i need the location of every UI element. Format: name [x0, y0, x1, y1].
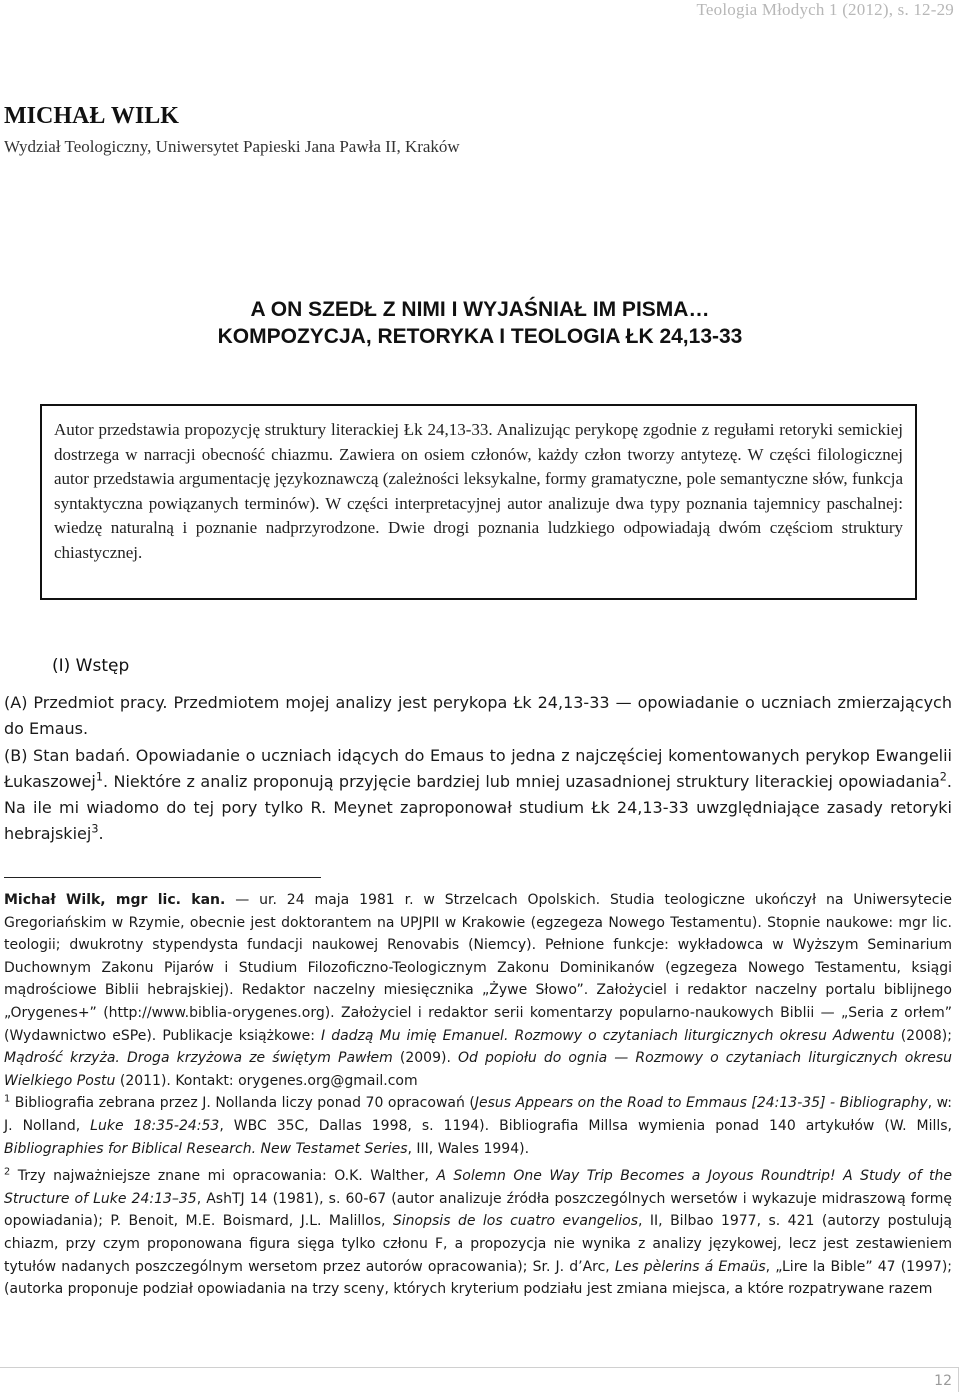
author-affiliation: Wydział Teologiczny, Uniwersytet Papieski Jana Pawła II, Kraków: [4, 137, 460, 156]
bio-name: Michał Wilk, mgr lic. kan.: [4, 892, 226, 908]
footnote-text: , AshTJ 14 (1981), s. 60-67 (autor analizuje źródła poszczególnych wersetów i wykazuje midraszową formę opowiadania); P. Benoit, M.E. Boismard, J.L. Malillos,: [4, 1190, 952, 1230]
footnote-1: [4, 1092, 952, 1160]
footnote-2: [4, 1165, 952, 1301]
paragraph-label: (B) Stan badań.: [4, 745, 131, 765]
footnote-number: 1: [4, 1093, 11, 1105]
article-subtitle: KOMPOZYCJA, RETORYKA I TEOLOGIA ŁK 24,13-33: [217, 325, 743, 348]
bio-book-title: Od popiołu do ognia — Rozmowy o czytaniach liturgicznych okresu Wielkiego Postu: [4, 1050, 952, 1089]
footnote-ref-1[interactable]: 1: [95, 770, 103, 784]
abstract-text: Autor przedstawia propozycję struktury literackiej Łk 24,13-33. Analizując perykopę zgodnie z regułami retoryki semickiej dostrzega w narracji obecność chiazmu. Zawiera on osiem członów, każdy człon tworzy antytezę. W części filologicznej autor przedstawia argumentację językoznawczą (zależności leksykalne, formy gramatyczne, pole semantyczne słów, funkcja syntaktyczna powiązanych terminów). W części interpretacyjnej autor analizuje dwa typy poznania tajemnicy paschalnej: wiedzę naturalną i poznanie nadprzyrodzone. Dwie drogi poznania ludzkiego odpowiadają dwóm częściom struktury chiastycznej.: [54, 420, 903, 562]
bio-text: — ur. 24 maja 1981 r. w Strzelcach Opolskich. Studia teologiczne ukończył na Uniwersytecie Gregoriańskim w Rzymie, obecnie jest doktorantem na UPJPII w Krakowie (egzegeza Nowego Testamentu). Stopnie naukowe: mgr lic. teologii; dwukrotny stypendysta fundacji naukowej Renovabis (Niemcy). Pełnione funkcje: wykładowca w Wyższym Seminarium Duchownym Zakonu Pijarów i Studium Filozoficzno-Teologicznym Zakonu Dominikanów (egzegeza Nowego Testamentu, ksiągi mądrościowe Biblii hebrajskiej). Redaktor naczelny miesięcznika „Żywe Słowo”. Założyciel i redaktor naczelny portalu biblijnego „Orygenes+” (http://www.biblia-orygenes.org). Założyciel i redaktor serii komentarzy popularno-naukowych Biblii — „Seria z orłem” (Wydawnictwo eSPe). Publikacje książkowe:: [4, 892, 953, 1044]
citation-title: Sinopsis de los cuatro evangelios: [392, 1213, 639, 1230]
paragraph-subject: [4, 690, 952, 743]
abstract-box: [40, 404, 917, 600]
citation-title: Jesus Appears on the Road to Emmaus [24:13-35] - Bibliography: [474, 1095, 928, 1112]
footnote-text: , „Lire la Bible” 47 (1997); (autorka proponuje podział opowiadania na trzy sceny, których kryterium podziału jest zmiana miejsca, a które rozpatrywane razem: [4, 1258, 952, 1298]
paragraph-text: .: [98, 824, 104, 844]
footnote-ref-3[interactable]: 3: [91, 823, 99, 837]
paragraph-text: . Niektóre z analiz proponują przyjęcie bardziej lub mniej uzasadnionej struktury literackiej opowiadania: [102, 771, 940, 791]
paragraph-state-of-research: [4, 743, 952, 848]
page-number: 12: [934, 1373, 952, 1389]
author-name: MICHAŁ WILK: [4, 103, 179, 129]
author-bio-note: [4, 889, 952, 1092]
footnote-text: , III, Wales 1994).: [407, 1140, 530, 1157]
footnote-text: , WBC 35C, Dallas 1998, s. 1194). Bibliografia Millsa wymienia ponad 140 artykułów (W. Mills,: [219, 1117, 953, 1134]
paragraph-text: . Na ile mi wiadomo do tej pory tylko R. Meynet zaproponował studium Łk 24,13-33 uwzględniające zasady retoryki hebrajskiej: [4, 771, 952, 844]
citation-title: Les pèlerins á Emaüs: [614, 1258, 766, 1275]
paragraph-text: Przedmiotem mojej analizy jest perykopa Łk 24,13-33 — opowiadanie o uczniach zmierzających do Emaus.: [4, 693, 952, 739]
footnote-text: Bibliografia zebrana przez J. Nollanda liczy ponad 70 opracowań (: [10, 1095, 475, 1112]
footnote-text: , II, Bilbao 1977, s. 421 (autorzy postulują chiazm, przy czym proponowana figura sięga tylko członu F, a propozycja nie wynika z analizy językowej, lecz jest zestawieniem tytułów nadanych poszczególnym wersetom przez autorów opracowania); Sr. J. d’Arc,: [4, 1213, 953, 1275]
bio-text: (2009).: [392, 1050, 459, 1067]
section-heading: (I) Wstęp: [52, 656, 130, 676]
bio-text: (2011). Kontakt: orygenes.org@gmail.com: [115, 1072, 418, 1089]
footnote-number: 2: [4, 1166, 11, 1178]
article-title: A ON SZEDŁ Z NIMI I WYJAŚNIAŁ IM PISMA…: [250, 298, 710, 321]
citation-title: Bibliographies for Biblical Research. New Testamet Series: [4, 1140, 408, 1157]
running-head: Teologia Młodych 1 (2012), s. 12-29: [696, 0, 954, 19]
citation-title: A Solemn One Way Trip Becomes a Joyous Roundtrip! A Study of the Structure of Luke 24:13–35: [4, 1168, 953, 1207]
footnote-divider: [4, 877, 321, 878]
footnotes: [4, 889, 952, 1301]
footnote-ref-2[interactable]: 2: [939, 770, 947, 784]
bio-text: (2008);: [894, 1027, 952, 1044]
page-footer: [0, 1367, 959, 1392]
footnote-text: , w: J. Nolland,: [4, 1095, 952, 1134]
paragraph-text: Opowiadanie o uczniach idących do Emaus to jedna z najczęściej komentowanych perykop Ewangelii Łukaszowej: [4, 745, 953, 791]
paragraph-label: (A) Przedmiot pracy.: [4, 693, 168, 712]
bio-book-title: Mądrość krzyża. Droga krzyżowa ze świętym Pawłem: [4, 1050, 393, 1067]
footnote-text: Trzy najważniejsze znane mi opracowania: O.K. Walther,: [10, 1168, 437, 1185]
bio-book-title: I dadzą Mu imię Emanuel. Rozmowy o czytaniach liturgicznych okresu Adwentu: [321, 1027, 895, 1044]
citation-title: Luke 18:35-24:53: [90, 1117, 220, 1134]
body-text: [4, 690, 952, 848]
